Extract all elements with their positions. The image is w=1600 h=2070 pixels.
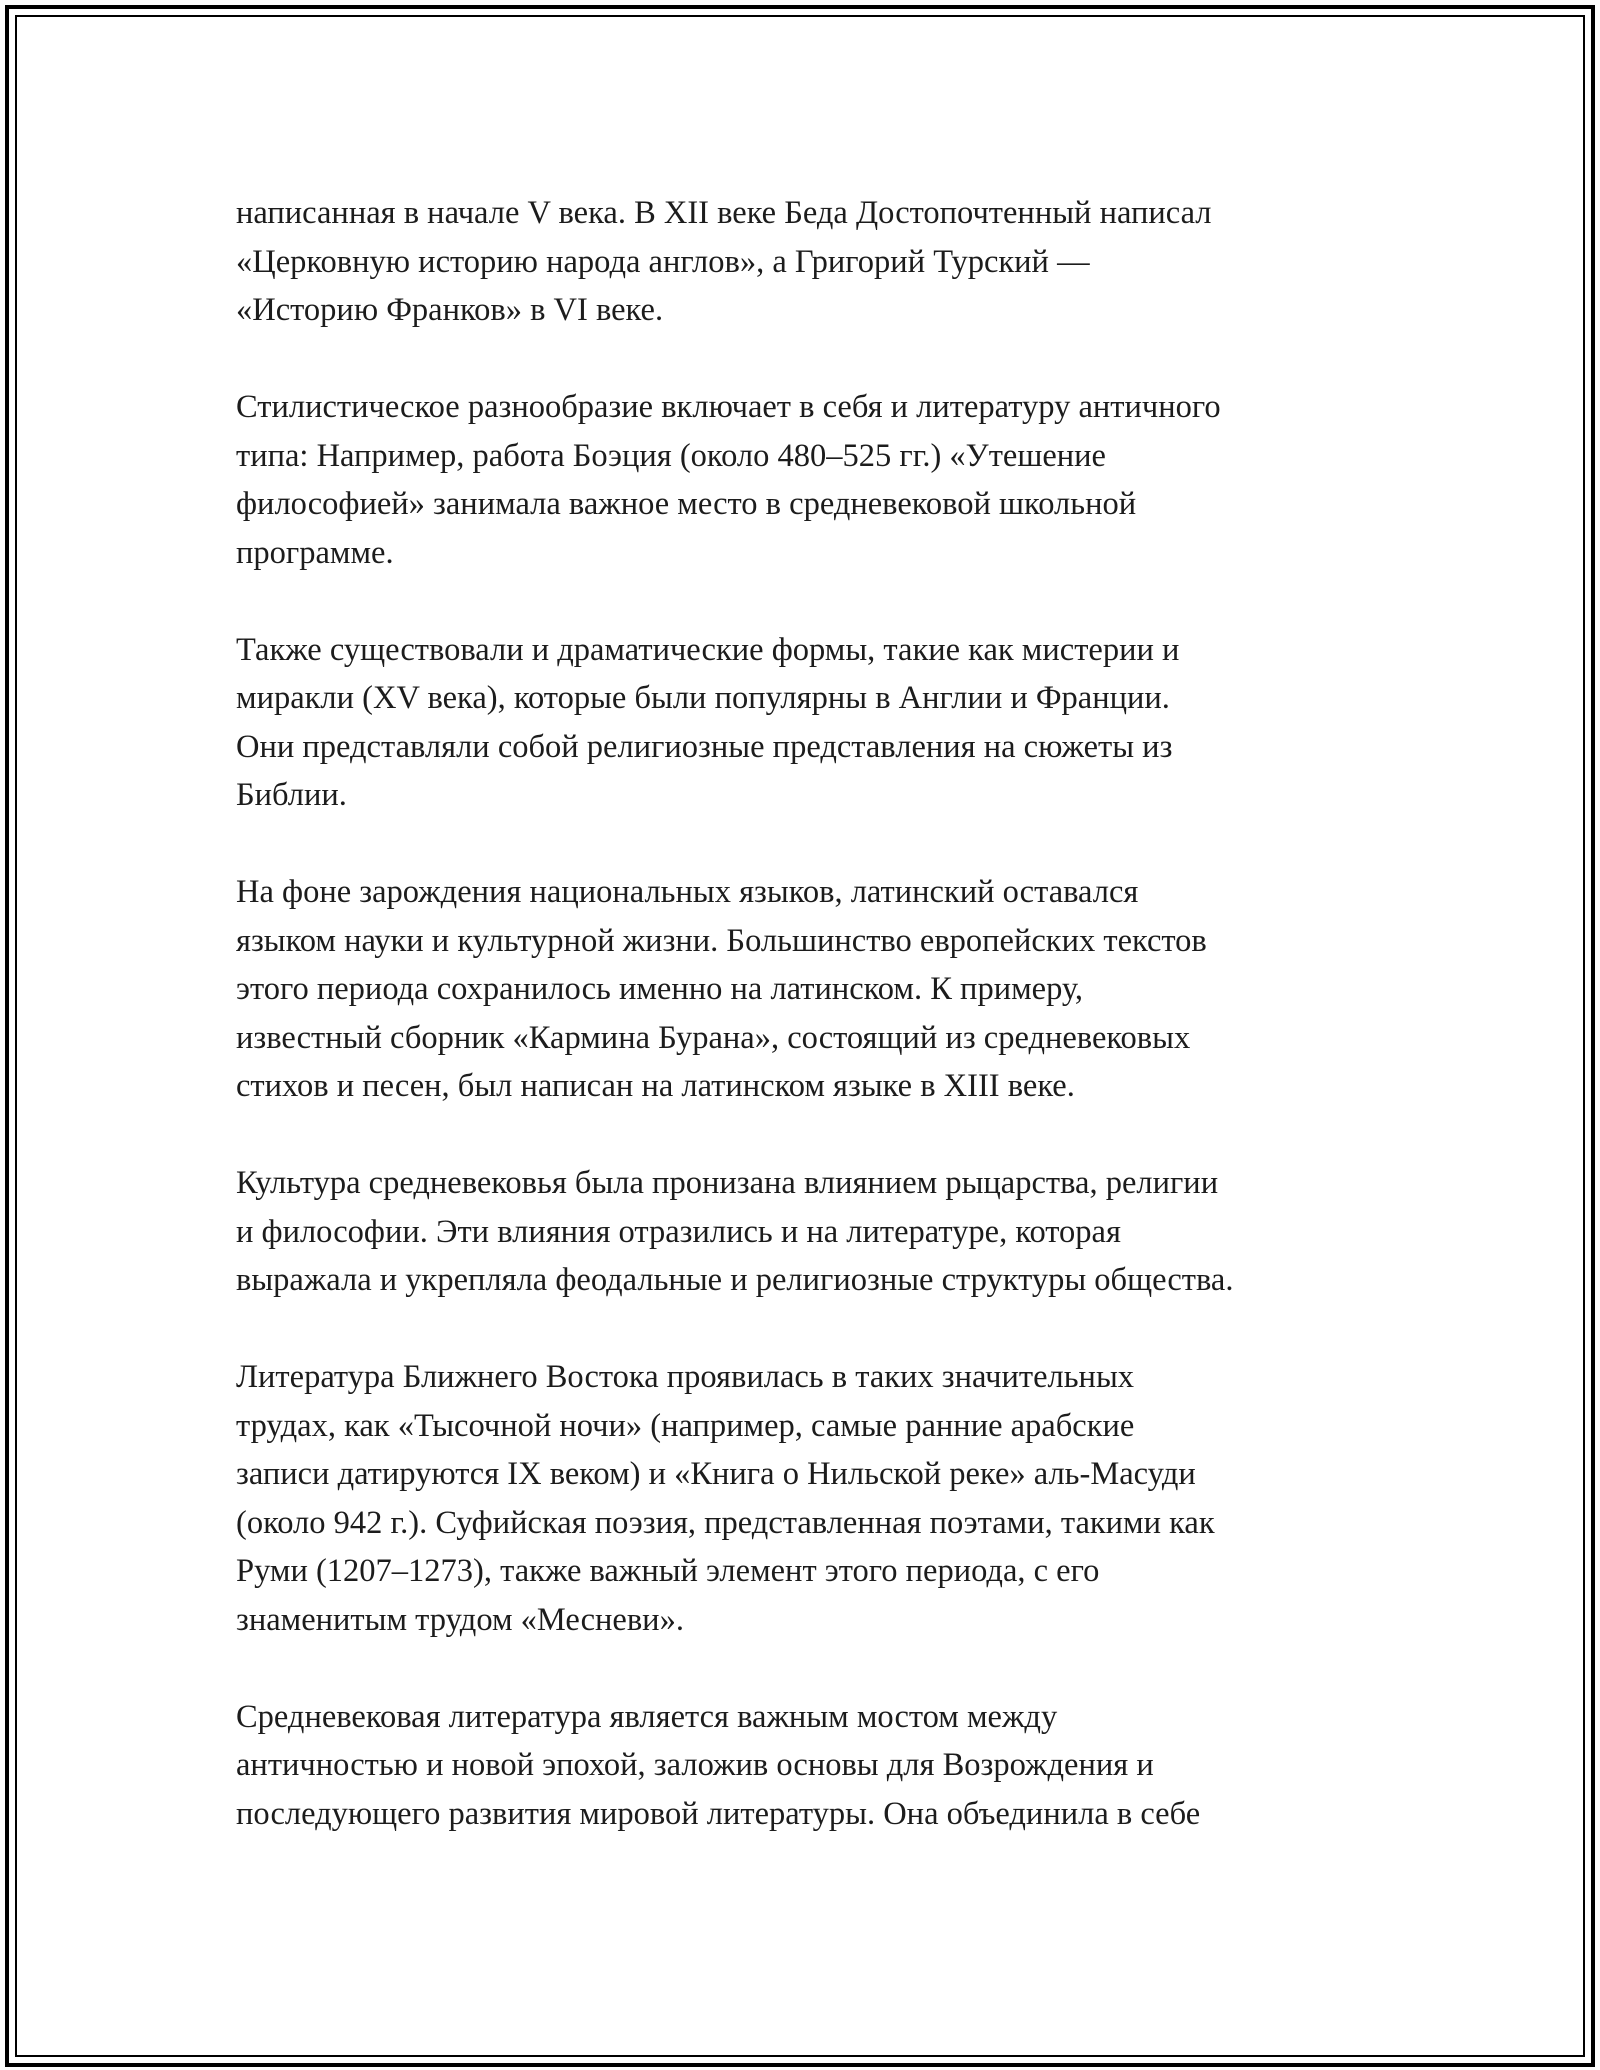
text-line: Культура средневековья была пронизана влиянием рыцарства, религии — [236, 1165, 1219, 1201]
text-line: (около 942 г.). Суфийская поэзия, представленная поэтами, такими как — [236, 1504, 1215, 1541]
text-line: языком науки и культурной жизни. Большинство европейских текстов — [236, 922, 1207, 959]
paragraph — [236, 1159, 1376, 1305]
text-line: последующего развития мировой литературы. Она объединила в себе — [236, 1795, 1201, 1832]
text-line: типа: Например, работа Боэция (около 480–525 гг.) «Утешение — [236, 437, 1106, 474]
text-line: философией» занимала важное место в средневековой школьной — [236, 486, 1137, 522]
text-line: Руми (1207–1273), также важный элемент этого периода, с его — [236, 1553, 1100, 1589]
text-line: «Церковную историю народа англов», а Григорий Турский — — [236, 243, 1090, 280]
text-line: стихов и песен, был написан на латинском языке в XIII веке. — [236, 1068, 1075, 1104]
text-line: этого периода сохранилось именно на латинском. К примеру, — [236, 971, 1084, 1007]
text-line: известный сборник «Кармина Бурана», состоящий из средневековых — [236, 1019, 1191, 1056]
paragraph — [236, 383, 1376, 577]
text-line: миракли (XV века), которые были популярны в Англии и Франции. — [236, 680, 1170, 716]
document-body — [236, 189, 1376, 1887]
text-line: Средневековая литература является важным мостом между — [236, 1698, 1058, 1735]
text-line: Литература Ближнего Востока проявилась в таких значительных — [236, 1359, 1135, 1395]
paragraph — [236, 1353, 1376, 1644]
paragraph — [236, 626, 1376, 820]
text-line: Библии. — [236, 777, 347, 813]
paragraph — [236, 189, 1376, 335]
text-line: На фоне зарождения национальных языков, латинский оставался — [236, 874, 1139, 910]
paragraph — [236, 1693, 1376, 1839]
text-line: античностью и новой эпохой, заложив основы для Возрождения и — [236, 1747, 1154, 1783]
text-line: написанная в начале V века. В XII веке Беда Достопочтенный написал — [236, 195, 1212, 231]
text-line: записи датируются IX веком) и «Книга о Нильской реке» аль-Масуди — [236, 1456, 1196, 1492]
text-line: программе. — [236, 534, 394, 571]
text-line: выражала и укрепляла феодальные и религиозные структуры общества. — [236, 1262, 1234, 1298]
text-line: знаменитым трудом «Месневи». — [236, 1601, 684, 1638]
text-line: Также существовали и драматические формы, такие как мистерии и — [236, 631, 1180, 668]
text-line: и философии. Эти влияния отразились и на литературе, которая — [236, 1213, 1121, 1250]
text-line: трудах, как «Тысочной ночи» (например, самые ранние арабские — [236, 1407, 1135, 1444]
text-line: Они представляли собой религиозные представления на сюжеты из — [236, 728, 1173, 765]
paragraph — [236, 868, 1376, 1111]
text-line: «Историю Франков» в VI веке. — [236, 292, 664, 328]
text-line: Стилистическое разнообразие включает в себя и литературу античного — [236, 389, 1221, 425]
